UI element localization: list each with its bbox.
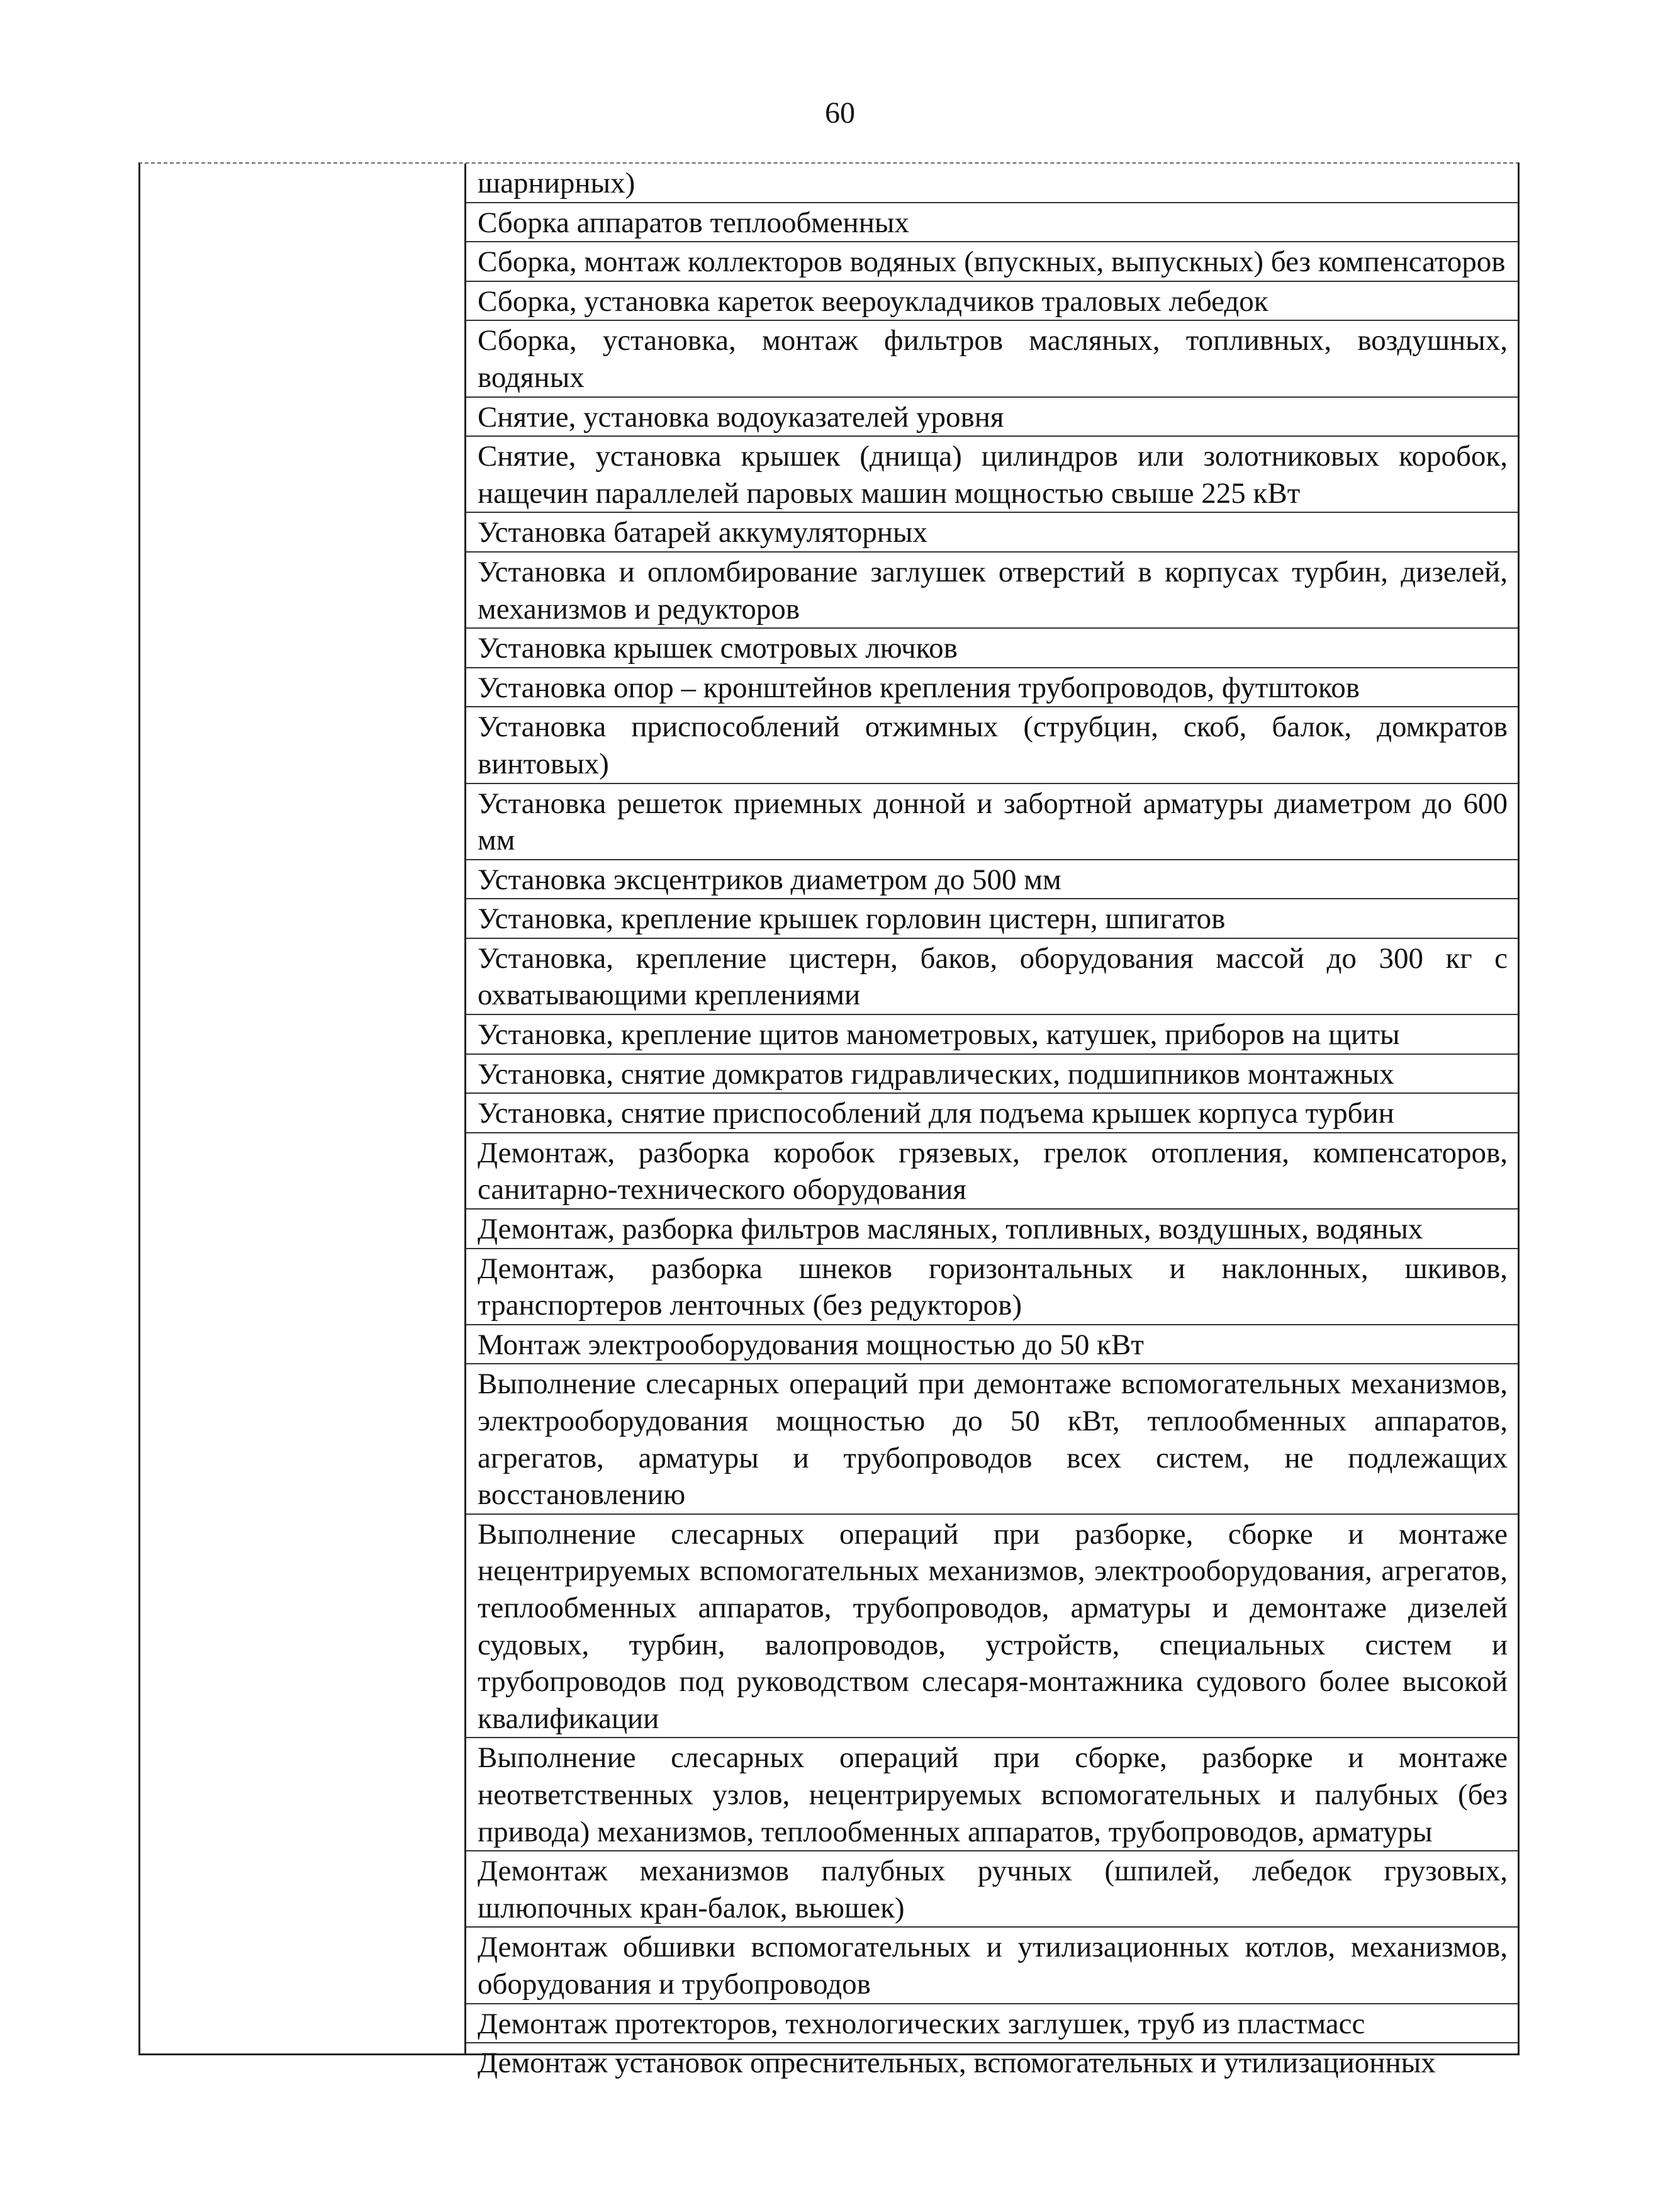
table-row: Сборка аппаратов теплообменных: [466, 203, 1518, 243]
table-row: Выполнение слесарных операций при разборке, сборке и монтаже нецентрируемых вспомогательных механизмов, электрооборудования, агрегатов, теплообменных аппаратов, трубопроводов, арматуры и демонтаже дизелей судовых, турбин, валопроводов, устройств, специальных систем и трубопроводов под руководством слесаря-монтажника судового более высокой квалификации: [466, 1515, 1518, 1739]
table-row: Установка батарей аккумуляторных: [466, 513, 1518, 553]
table-row: Демонтаж обшивки вспомогательных и утилизационных котлов, механизмов, оборудования и трубопроводов: [466, 1928, 1518, 2004]
table-row: Установка приспособлений отжимных (струбцин, скоб, балок, домкратов винтовых): [466, 707, 1518, 783]
table-row: шарнирных): [466, 164, 1518, 203]
table-row: Сборка, монтаж коллекторов водяных (впускных, выпускных) без компенсаторов: [466, 242, 1518, 282]
table-row: Демонтаж установок опреснительных, вспомогательных и утилизационных: [478, 2047, 1436, 2080]
work-list-table: [138, 162, 1520, 2080]
empty-left-column: [140, 164, 466, 2053]
table-row: Установка решеток приемных донной и забортной арматуры диаметром до 600 мм: [466, 784, 1518, 860]
table-row: Сборка, установка кареток веероукладчиков траловых лебедок: [466, 282, 1518, 322]
table-row: Установка, крепление щитов манометровых, катушек, приборов на щиты: [466, 1015, 1518, 1055]
table-row: Сборка, установка, монтаж фильтров масляных, топливных, воздушных, водяных: [466, 321, 1518, 397]
table-row: Выполнение слесарных операций при сборке, разборке и монтаже неответственных узлов, нецентрируемых вспомогательных и палубных (без привода) механизмов, теплообменных аппаратов, трубопроводов, арматуры: [466, 1738, 1518, 1851]
work-list-column: [466, 164, 1518, 2080]
table-row: Выполнение слесарных операций при демонтаже вспомогательных механизмов, электрооборудования мощностью до 50 кВт, теплообменных аппаратов, агрегатов, арматуры и трубопроводов всех систем, не подлежащих восстановлению: [466, 1364, 1518, 1514]
table-row: Монтаж электрооборудования мощностью до 50 кВт: [466, 1325, 1518, 1365]
table-row: Снятие, установка водоуказателей уровня: [466, 398, 1518, 437]
table-row: Демонтаж протекторов, технологических заглушек, труб из пластмасс: [466, 2004, 1518, 2044]
table-row: Демонтаж, разборка шнеков горизонтальных и наклонных, шкивов, транспортеров ленточных (без редукторов): [466, 1249, 1518, 1325]
table-row: Установка, снятие домкратов гидравлических, подшипников монтажных: [466, 1055, 1518, 1094]
table-row: Демонтаж, разборка фильтров масляных, топливных, воздушных, водяных: [466, 1210, 1518, 1249]
table-row: Установка, снятие приспособлений для подъема крышек корпуса турбин: [466, 1094, 1518, 1133]
table-row: Снятие, установка крышек (днища) цилиндров или золотниковых коробок, нащечин параллелей паровых машин мощностью свыше 225 кВт: [466, 437, 1518, 513]
table-row: Демонтаж механизмов палубных ручных (шпилей, лебедок грузовых, шлюпочных кран-балок, вьюшек): [466, 1851, 1518, 1928]
table-row: Установка эксцентриков диаметром до 500 мм: [466, 860, 1518, 900]
table-row: Установка крышек смотровых лючков: [466, 629, 1518, 668]
table-row: Установка, крепление крышек горловин цистерн, шпигатов: [466, 899, 1518, 939]
table-row: Демонтаж, разборка коробок грязевых, грелок отопления, компенсаторов, санитарно-технического оборудования: [466, 1133, 1518, 1210]
table-row: Установка и опломбирование заглушек отверстий в корпусах турбин, дизелей, механизмов и редукторов: [466, 553, 1518, 629]
table-row: Установка, крепление цистерн, баков, оборудования массой до 300 кг с охватывающими креплениями: [466, 939, 1518, 1015]
page-number: 60: [825, 96, 855, 130]
table-row: Установка опор – кронштейнов крепления трубопроводов, футштоков: [466, 668, 1518, 708]
